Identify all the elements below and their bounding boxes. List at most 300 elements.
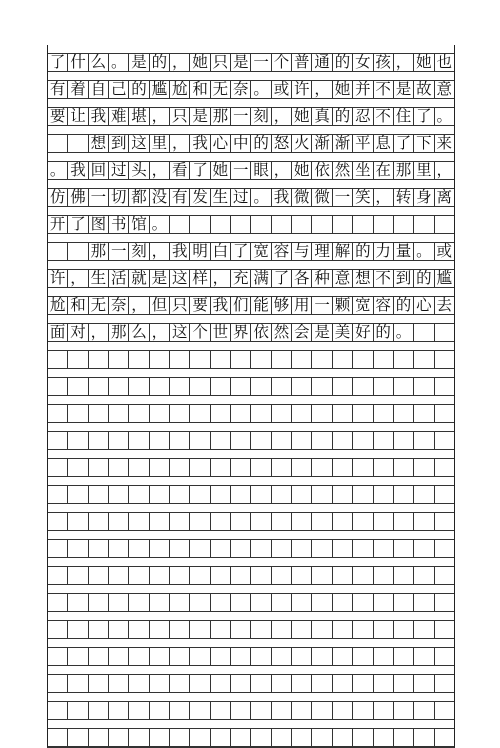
grid-cell [230,621,250,638]
grid-cell: 许 [49,269,66,287]
grid-cell: 自 [88,81,108,98]
grid-cell: 颗 [332,297,352,314]
grid-row [48,80,454,99]
grid-cell: 。 [250,81,270,98]
grid-cell [189,486,209,503]
grid-cell [230,351,250,368]
grid-cell [332,675,352,692]
grid-cell [311,216,331,233]
grid-cell: 是 [128,54,148,71]
grid-cell: 了 [189,162,209,179]
grid-cell [88,432,108,449]
grid-cell: 好 [352,324,372,341]
grid-cell: ， [271,162,291,179]
grid-cell [149,540,169,557]
grid-cell [210,621,230,638]
grid-cell: 。 [49,161,66,179]
grid-cell [230,432,250,449]
grid-cell [271,216,291,233]
grid-cell [352,594,372,611]
grid-row [48,539,454,558]
grid-cell [250,702,270,719]
grid-cell [67,540,87,557]
grid-cell [210,351,230,368]
grid-cell: 在 [373,162,393,179]
grid-cell [189,378,209,395]
grid-cell [210,513,230,530]
grid-cell: 切 [108,189,128,206]
grid-cell: ， [149,162,169,179]
grid-cell: 我 [210,297,230,314]
grid-cell [189,540,209,557]
grid-cell: 和 [67,297,87,314]
grid-cell: 书 [108,216,128,233]
grid-cell [149,675,169,692]
grid-cell: 她 [332,81,352,98]
grid-cell: ， [149,243,169,260]
grid-cell [393,702,413,719]
grid-cell: 佛 [67,189,87,206]
grid-cell [210,486,230,503]
grid-cell [128,567,148,584]
grid-cell: 图 [88,216,108,233]
grid-cell [291,702,311,719]
grid-row [48,242,454,261]
grid-cell [373,513,393,530]
grid-cell [169,540,189,557]
grid-cell [413,594,433,611]
grid-cell [434,702,454,719]
grid-cell: 个 [189,324,209,341]
grid-cell: 这 [128,135,148,152]
grid-cell: 容 [271,243,291,260]
grid-cell: 里 [149,135,169,152]
grid-cell: 不 [373,81,393,98]
grid-cell: 依 [250,324,270,341]
grid-row [48,728,454,747]
grid-cell [48,135,67,152]
grid-cell [332,648,352,665]
grid-cell [332,378,352,395]
grid-cell [169,567,189,584]
grid-cell: 孩 [373,54,393,71]
grid-cell [210,675,230,692]
grid-cell [352,540,372,557]
grid-cell: 也 [434,54,454,71]
grid-cell [48,594,67,611]
grid-cell: 奈 [230,81,250,98]
grid-cell [48,432,67,449]
grid-cell [189,648,209,665]
grid-cell [48,243,67,260]
grid-row [48,53,454,72]
grid-cell [88,540,108,557]
grid-cell [128,729,148,746]
grid-cell: 心 [210,135,230,152]
grid-cell [373,540,393,557]
grid-cell [352,567,372,584]
grid-cell: 许 [291,81,311,98]
grid-cell [108,351,128,368]
grid-cell: 回 [88,162,108,179]
grid-cell [373,621,393,638]
grid-cell: 了 [230,243,250,260]
grid-cell [149,378,169,395]
grid-cell: 通 [311,54,331,71]
grid-cell [230,540,250,557]
grid-cell [291,405,311,422]
grid-cell [128,405,148,422]
grid-row [48,161,454,180]
grid-cell: 各 [291,270,311,287]
grid-cell: 堪 [128,108,148,125]
grid-cell [128,594,148,611]
grid-cell: 要 [189,297,209,314]
grid-cell [413,405,433,422]
grid-cell [311,594,331,611]
grid-cell [128,351,148,368]
grid-cell [250,729,270,746]
grid-cell [332,540,352,557]
grid-cell: 没 [149,189,169,206]
grid-cell [48,567,67,584]
grid-cell [434,648,454,665]
grid-cell [189,459,209,476]
grid-cell [373,567,393,584]
grid-cell: 但 [149,297,169,314]
grid-cell [48,405,67,422]
grid-cell: 到 [393,270,413,287]
grid-cell: 有 [169,189,189,206]
grid-cell: 都 [128,189,148,206]
grid-cell [413,351,433,368]
grid-cell [373,351,393,368]
grid-cell: 息 [373,135,393,152]
grid-cell: 面 [49,323,66,341]
grid-cell [210,459,230,476]
grid-cell [169,594,189,611]
grid-cell [291,729,311,746]
grid-cell [67,135,87,152]
grid-cell [250,216,270,233]
grid-cell [393,432,413,449]
grid-cell: ， [149,108,169,125]
grid-cell: 。 [250,189,270,206]
grid-cell: 那 [108,324,128,341]
grid-cell [271,459,291,476]
grid-cell [291,216,311,233]
grid-cell: 渐 [311,135,331,152]
grid-cell: 们 [230,297,250,314]
grid-cell [230,459,250,476]
grid-cell [373,675,393,692]
grid-cell [413,540,433,557]
grid-row [48,323,454,342]
grid-cell [434,729,454,746]
grid-cell [271,594,291,611]
grid-cell [108,513,128,530]
grid-row [48,701,454,720]
grid-cell [189,351,209,368]
grid-cell: 意 [332,270,352,287]
grid-cell: 对 [67,324,87,341]
grid-cell [332,702,352,719]
grid-cell [311,459,331,476]
grid-cell: ， [169,54,189,71]
grid-cell: 的 [332,54,352,71]
grid-cell [311,729,331,746]
grid-cell: 了 [393,135,413,152]
grid-cell: 过 [230,189,250,206]
grid-cell: 发 [189,189,209,206]
grid-cell [88,351,108,368]
grid-cell [48,351,67,368]
grid-cell: 开 [49,215,66,233]
grid-cell [332,459,352,476]
grid-cell [48,378,67,395]
grid-cell [108,621,128,638]
grid-cell: 不 [373,270,393,287]
grid-cell [311,648,331,665]
grid-cell [108,729,128,746]
grid-cell: 一 [230,108,250,125]
grid-cell [128,675,148,692]
grid-cell [250,675,270,692]
composition-grid-sheet [47,45,455,748]
grid-cell [88,675,108,692]
grid-cell: 么 [128,324,148,341]
grid-cell [311,621,331,638]
grid-cell [271,702,291,719]
grid-cell [88,567,108,584]
grid-cell: 或 [434,243,454,260]
grid-cell [413,216,433,233]
grid-cell: ， [169,135,189,152]
grid-cell: 她 [291,108,311,125]
grid-cell: 她 [210,162,230,179]
grid-cell: 了 [67,216,87,233]
grid-row [48,107,454,126]
grid-cell: 。 [149,216,169,233]
grid-cell: 。 [393,324,413,341]
grid-row [48,350,454,369]
grid-cell: 一 [88,189,108,206]
grid-cell [48,621,67,638]
grid-cell: ， [88,324,108,341]
grid-cell [352,729,372,746]
grid-cell [67,621,87,638]
grid-cell [393,594,413,611]
grid-cell [413,513,433,530]
grid-cell [128,513,148,530]
grid-cell: 并 [352,81,372,98]
grid-cell: 会 [291,324,311,341]
grid-cell: 我 [169,243,189,260]
grid-cell [271,351,291,368]
grid-cell [67,243,87,260]
grid-cell [434,540,454,557]
grid-cell [250,540,270,557]
grid-cell [48,675,67,692]
grid-cell [393,378,413,395]
grid-cell [271,729,291,746]
grid-cell [149,648,169,665]
grid-row [48,296,454,315]
grid-cell: 有 [49,80,66,98]
grid-cell: 笑 [352,189,372,206]
grid-cell: 能 [250,297,270,314]
grid-cell: 的 [373,324,393,341]
grid-cell [352,702,372,719]
grid-cell: 一 [230,162,250,179]
grid-cell [128,621,148,638]
grid-cell [434,378,454,395]
grid-cell [169,432,189,449]
grid-cell [311,486,331,503]
grid-cell [373,405,393,422]
grid-cell [189,621,209,638]
grid-cell [352,513,372,530]
grid-cell [169,486,189,503]
grid-cell [332,729,352,746]
grid-cell [108,540,128,557]
grid-cell [67,513,87,530]
grid-cell: 了 [49,53,66,71]
grid-cell [88,513,108,530]
grid-cell: 来 [434,135,454,152]
grid-cell [271,378,291,395]
grid-cell: 然 [332,162,352,179]
grid-cell [128,702,148,719]
grid-cell: 。 [108,54,128,71]
grid-cell [169,702,189,719]
grid-cell [291,567,311,584]
grid-cell: 女 [352,54,372,71]
grid-cell [291,459,311,476]
grid-cell: 然 [271,324,291,341]
grid-cell [250,621,270,638]
grid-cell [311,351,331,368]
grid-cell: 心 [413,297,433,314]
grid-cell [88,459,108,476]
grid-cell [108,432,128,449]
grid-cell [413,486,433,503]
grid-cell [169,378,189,395]
grid-cell: 想 [88,135,108,152]
grid-cell: 量 [393,243,413,260]
grid-row [48,269,454,288]
grid-cell [169,405,189,422]
grid-cell: ， [393,54,413,71]
grid-cell [373,216,393,233]
grid-cell [230,567,250,584]
grid-cell [189,702,209,719]
grid-cell: 美 [332,324,352,341]
grid-cell: 的 [413,270,433,287]
grid-cell [271,567,291,584]
grid-cell [332,594,352,611]
grid-cell [250,432,270,449]
grid-cell: 是 [311,324,331,341]
grid-cell: 和 [189,81,209,98]
grid-cell [67,567,87,584]
grid-cell [413,648,433,665]
grid-cell: 这 [169,270,189,287]
grid-cell: 微 [291,189,311,206]
grid-cell [291,432,311,449]
grid-cell: 坐 [352,162,372,179]
grid-cell [67,675,87,692]
grid-cell [352,216,372,233]
grid-cell: 普 [291,54,311,71]
grid-cell: 一 [250,54,270,71]
grid-cell: 看 [169,162,189,179]
grid-row [48,134,454,153]
grid-cell: 那 [210,108,230,125]
grid-cell: 只 [210,54,230,71]
grid-cell [373,432,393,449]
grid-cell: 就 [128,270,148,287]
grid-cell [373,486,393,503]
grid-cell: 明 [189,243,209,260]
grid-cell [88,405,108,422]
grid-cell: 力 [373,243,393,260]
grid-cell: 尴 [149,81,169,98]
grid-cell [169,351,189,368]
grid-cell: 个 [271,54,291,71]
grid-cell [210,432,230,449]
grid-cell [413,702,433,719]
grid-cell [67,378,87,395]
grid-cell [67,702,87,719]
grid-cell [48,702,67,719]
grid-cell [250,459,270,476]
grid-cell [413,378,433,395]
grid-cell [271,432,291,449]
grid-cell [271,540,291,557]
grid-cell: 她 [413,54,433,71]
grid-cell: 中 [230,135,250,152]
grid-cell [169,216,189,233]
grid-row [48,647,454,666]
grid-cell [393,729,413,746]
grid-cell [210,405,230,422]
grid-cell [250,567,270,584]
grid-cell [189,594,209,611]
grid-cell [189,432,209,449]
grid-cell [67,594,87,611]
grid-cell [149,405,169,422]
grid-cell: 无 [88,297,108,314]
grid-cell: 解 [332,243,352,260]
grid-cell: 刻 [250,108,270,125]
grid-cell [108,675,128,692]
grid-cell: 活 [108,270,128,287]
grid-cell [230,216,250,233]
grid-cell [373,378,393,395]
grid-cell: 满 [250,270,270,287]
grid-cell [352,351,372,368]
grid-cell: 的 [352,243,372,260]
grid-cell [393,540,413,557]
grid-cell [230,486,250,503]
grid-cell: 的 [332,108,352,125]
grid-cell [88,729,108,746]
grid-cell [373,702,393,719]
grid-cell: 。 [434,108,454,125]
grid-cell [88,594,108,611]
grid-cell [88,378,108,395]
